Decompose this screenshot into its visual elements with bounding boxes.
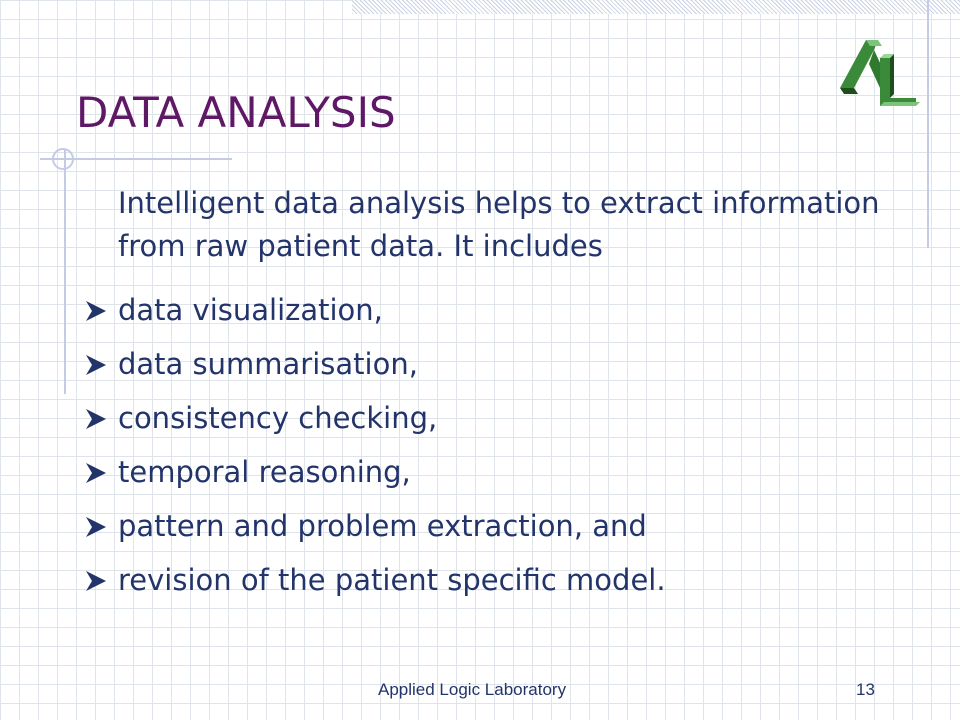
bullet-text: data visualization, [118,293,383,327]
arrowhead-icon [84,515,108,539]
arrowhead-icon [84,353,108,377]
decorative-right-rule [927,0,929,248]
bullet-text: pattern and problem extraction, and [118,509,647,543]
decorative-hatch-band [352,0,960,14]
footer-text: Applied Logic Laboratory [378,680,567,699]
slide-title: DATA ANALYSIS [76,88,396,137]
arrowhead-icon [84,299,108,323]
bullet-text: revision of the patient specific model. [118,563,666,597]
arrowhead-icon [84,461,108,485]
arrowhead-icon [84,407,108,431]
decorative-circle [52,148,74,170]
intro-paragraph: Intelligent data analysis helps to extract information from raw patient data. It includes [118,186,880,263]
page-number: 13 [856,680,875,699]
decorative-left-rule [64,150,66,394]
bullet-text: data summarisation, [118,347,418,381]
bullet-text: consistency checking, [118,401,438,435]
arrowhead-icon [84,569,108,593]
al-logo-icon [836,36,920,110]
bullet-text: temporal reasoning, [118,455,411,489]
